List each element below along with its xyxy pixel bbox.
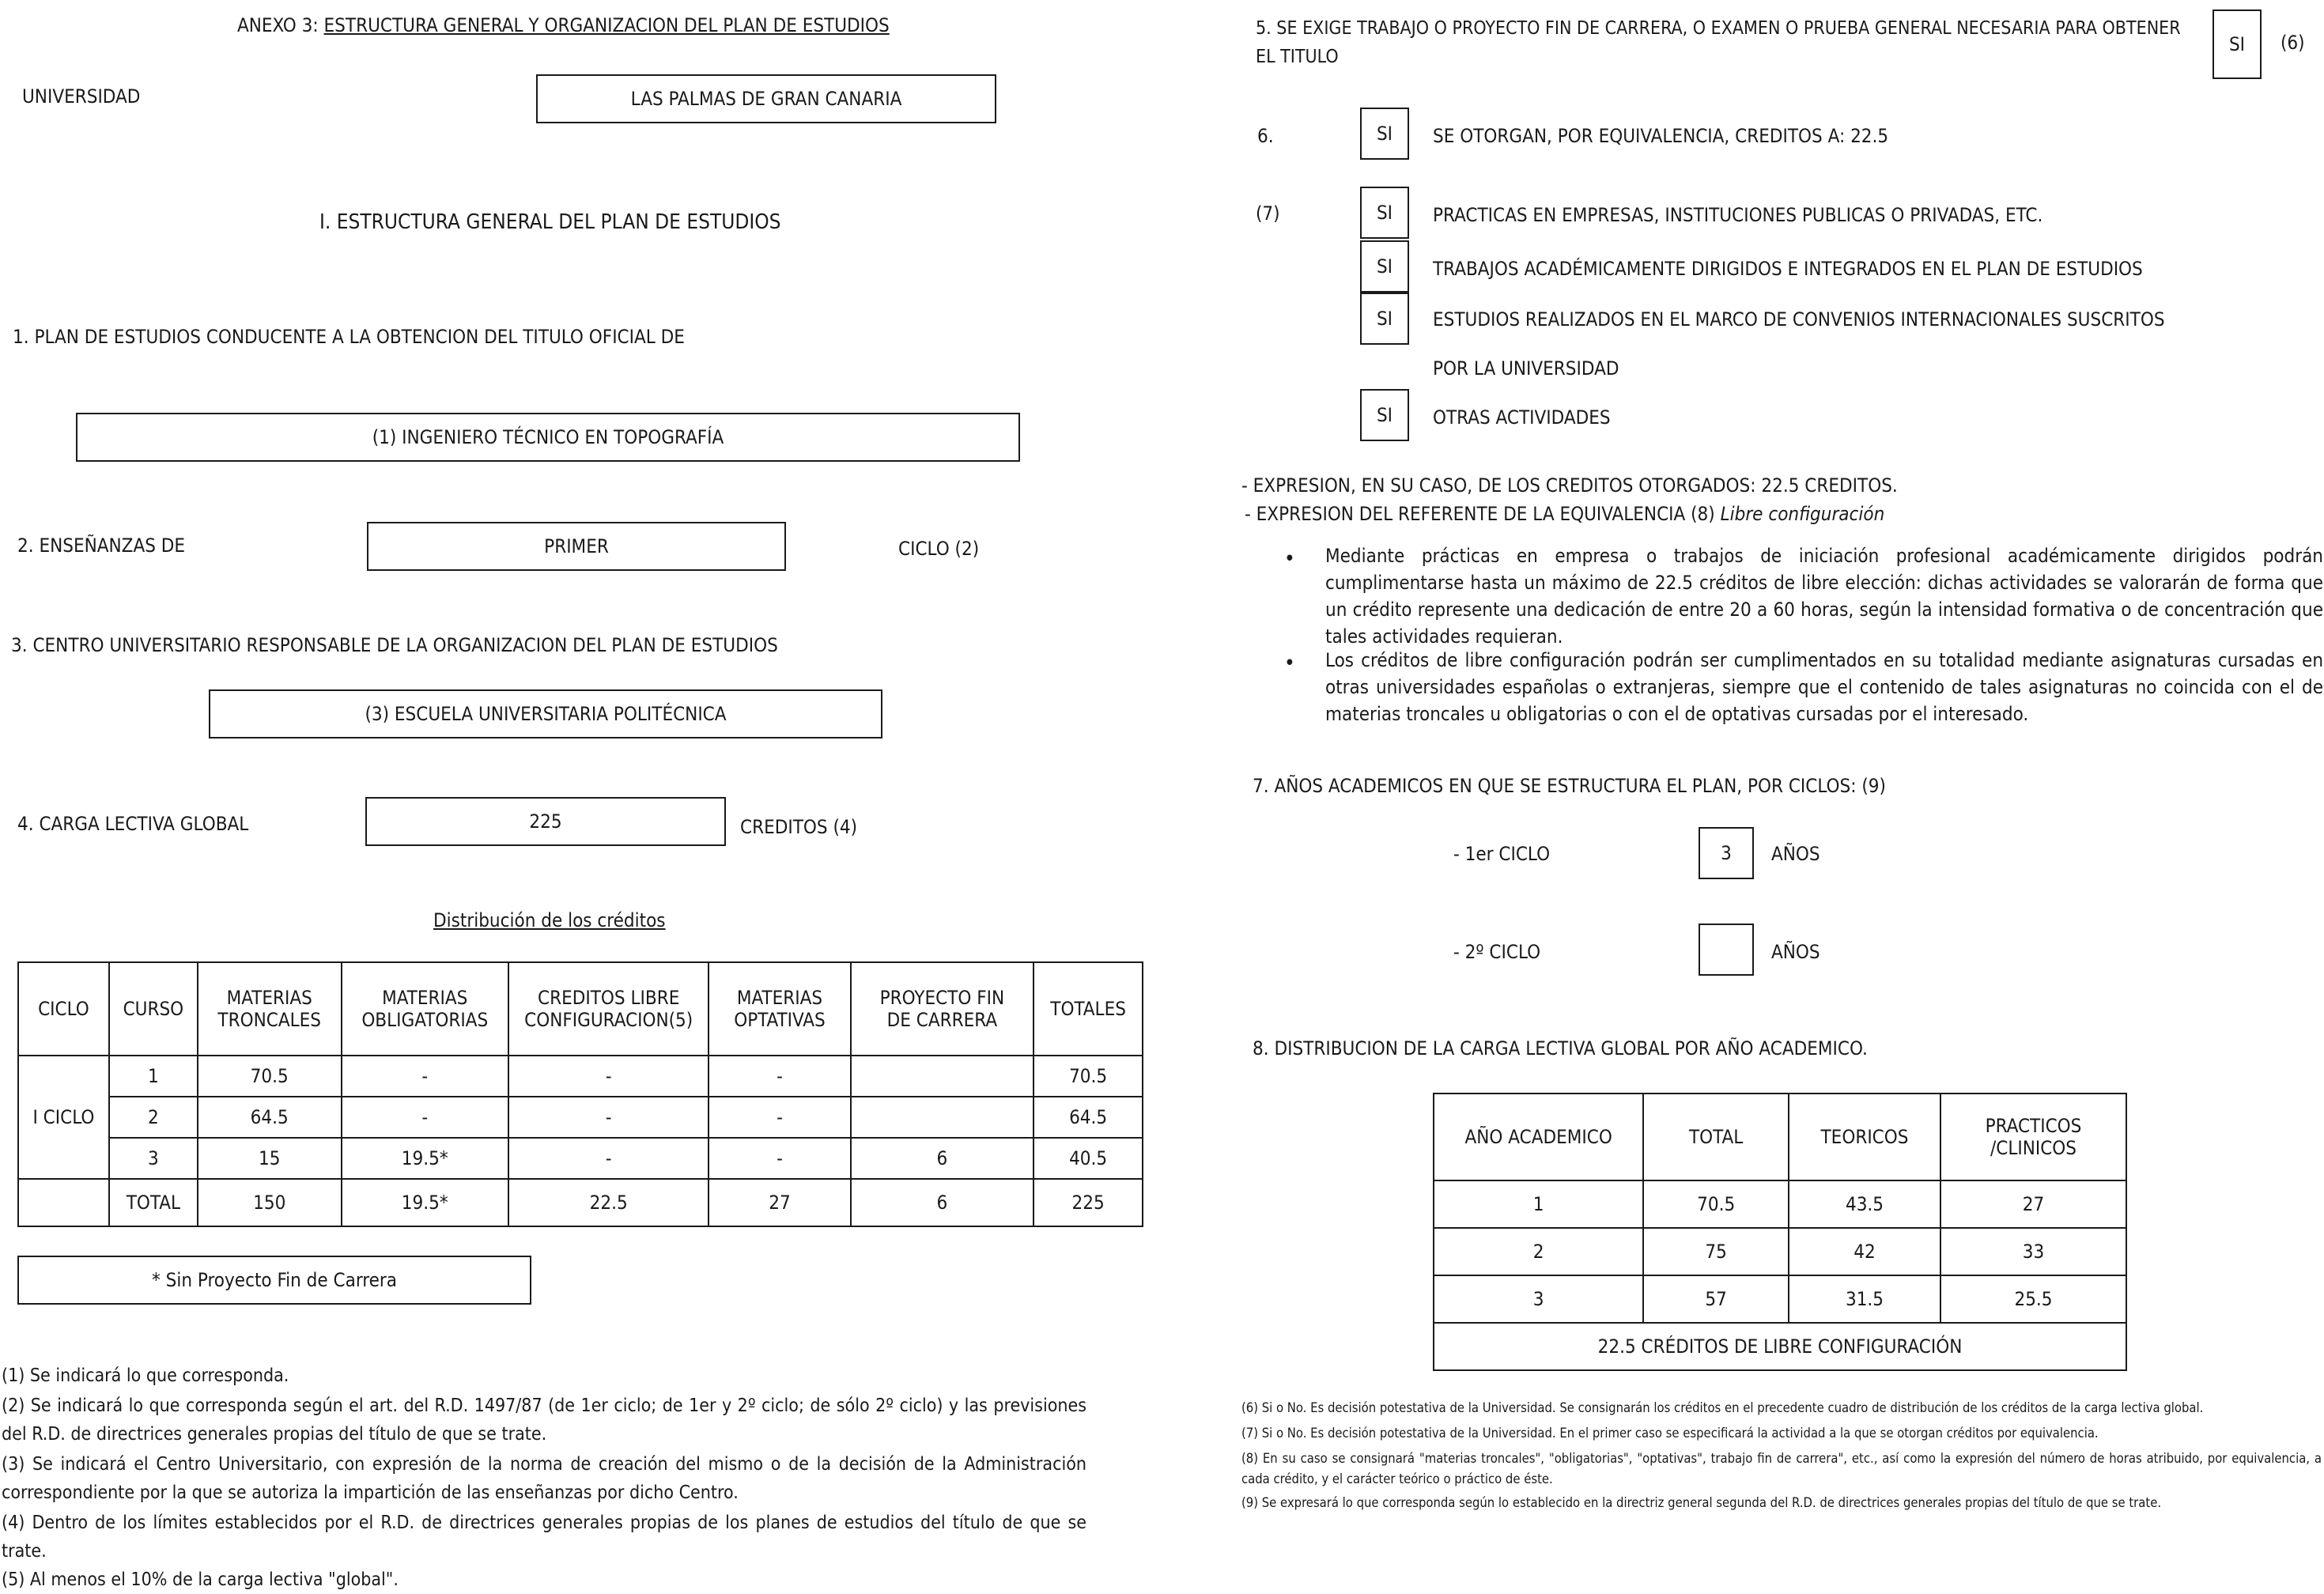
left-footnote-5: (5) Al menos el 10% de la carga lectiva "global".	[2, 1569, 399, 1590]
table-header-row	[18, 962, 1143, 1056]
item1-label: 1. PLAN DE ESTUDIOS CONDUCENTE A LA OBTENCION DEL TITULO OFICIAL DE	[13, 326, 685, 348]
table-cell	[851, 1056, 1034, 1097]
table-cell: -	[508, 1097, 709, 1138]
table-cell: 6	[851, 1138, 1034, 1179]
table-cell: 2	[109, 1097, 198, 1138]
center-value: (3) ESCUELA UNIVERSITARIA POLITÉCNICA	[365, 703, 727, 725]
cycle1-years: 3	[1721, 842, 1732, 864]
header-theory: TEORICOS	[1789, 1094, 1940, 1180]
table-cell: -	[709, 1097, 850, 1138]
table-cell: 19.5*	[342, 1138, 508, 1179]
table-cell: 2	[1434, 1228, 1643, 1275]
table-cell: 27	[1940, 1180, 2126, 1228]
header-proyecto: PROYECTO FIN DE CARRERA	[851, 962, 1034, 1056]
equiv-value-1: SI	[1376, 202, 1393, 224]
item2-label: 2. ENSEÑANZAS DE	[17, 534, 186, 557]
university-label: UNIVERSIDAD	[22, 85, 141, 108]
cycle1-years-box	[1699, 827, 1754, 879]
cycle2-label: - 2º CICLO	[1453, 941, 1541, 963]
table-footer-row	[1434, 1323, 2126, 1370]
note-text: * Sin Proyecto Fin de Carrera	[151, 1269, 398, 1291]
header-totales: TOTALES	[1034, 962, 1143, 1056]
table-cell: -	[709, 1138, 850, 1179]
item5-value-box	[2213, 9, 2262, 79]
cycle2-years-box	[1699, 924, 1754, 976]
header-libre-configuracion: CREDITOS LIBRE CONFIGURACION(5)	[508, 962, 709, 1056]
equiv-box-1	[1360, 187, 1409, 239]
table-cell: -	[342, 1056, 508, 1097]
center-value-box	[209, 689, 882, 738]
table-cell: 64.5	[1034, 1097, 1143, 1138]
item5-ref: (6)	[2281, 32, 2305, 54]
right-footnote-8: (8) En su caso se consignará "materias troncales", "obligatorias", "optativas", trabajo fin de carrera", etc., así como la expresión del número de horas atribuido, por equivalencia, a cada crédito, y el carácter teórico o práctico de éste.	[1241, 1451, 2322, 1486]
right-footnote-9: (9) Se expresará lo que corresponda según lo establecido en la directriz general segunda del R.D. de directrices generales propias del título de que se trate.	[1241, 1495, 2162, 1510]
table-cell: 75	[1643, 1228, 1789, 1275]
table-cell: 43.5	[1789, 1180, 1940, 1228]
item4-label: 4. CARGA LECTIVA GLOBAL	[17, 813, 249, 835]
item4-suffix: CREDITOS (4)	[740, 816, 858, 838]
table-cell: 15	[198, 1138, 342, 1179]
degree-title: (1) INGENIERO TÉCNICO EN TOPOGRAFÍA	[372, 426, 724, 448]
table-cell: 225	[1034, 1179, 1143, 1226]
equiv-text-3: ESTUDIOS REALIZADOS EN EL MARCO DE CONVENIOS INTERNACIONALES SUSCRITOS	[1433, 308, 2165, 331]
table-row	[1434, 1275, 2126, 1323]
equiv-text-2: TRABAJOS ACADÉMICAMENTE DIRIGIDOS E INTEGRADOS EN EL PLAN DE ESTUDIOS	[1433, 258, 2143, 280]
equiv-text-4: OTRAS ACTIVIDADES	[1433, 406, 1611, 429]
table-cell: 3	[109, 1138, 198, 1179]
table-cell	[18, 1179, 109, 1226]
table-header-row	[1434, 1094, 2126, 1180]
right-footnote-6: (6) Si o No. Es decisión potestativa de la Universidad. Se consignarán los créditos en el precedente cuadro de distribución de los créditos de la carga lectiva global.	[1241, 1400, 2204, 1415]
distribution-title: Distribución de los créditos	[433, 909, 666, 931]
item6-label: 6.	[1257, 125, 1274, 147]
table-cell: 70.5	[198, 1056, 342, 1097]
degree-title-box	[76, 413, 1020, 462]
equiv-box-3	[1360, 293, 1409, 345]
table-cell: 19.5*	[342, 1179, 508, 1226]
left-footnote-3: (3) Se indicará el Centro Universitario, con expresión de la norma de creación del mismo o de la decisión de la Administración correspondiente por la que se autoriza la impartición de las enseñanzas por dicho Centro.	[2, 1454, 1086, 1503]
table-cell: TOTAL	[109, 1179, 198, 1226]
item7-text: 7. AÑOS ACADEMICOS EN QUE SE ESTRUCTURA EL PLAN, POR CICLOS: (9)	[1253, 775, 1886, 797]
credit-distribution-table	[17, 961, 1143, 1227]
table-row	[1434, 1228, 2126, 1275]
table-footer-cell: 22.5 CRÉDITOS DE LIBRE CONFIGURACIÓN	[1434, 1323, 2126, 1370]
table-cell	[851, 1097, 1034, 1138]
global-load-value: 225	[529, 810, 562, 833]
header-troncales: MATERIAS TRONCALES	[198, 962, 342, 1056]
cycle-value-box	[367, 522, 786, 571]
equiv-value-2: SI	[1376, 255, 1393, 278]
bullet-paragraph-1: Mediante prácticas en empresa o trabajos de iniciación profesional académicamente dirigidos podrán cumplimentarse hasta un máximo de 22.5 créditos de libre elección: dichas actividades se valorarán de forma que un crédito represente una dedicación de entre 20 a 60 horas, según la intensidad formativa o de concentración que tales actividades requieran.	[1325, 545, 2323, 648]
table-row	[18, 1138, 1143, 1179]
table-cell: 70.5	[1034, 1056, 1143, 1097]
header-practice: PRACTICOS /CLINICOS	[1940, 1094, 2126, 1180]
header-curso: CURSO	[109, 962, 198, 1056]
header-optativas: MATERIAS OPTATIVAS	[709, 962, 850, 1056]
item5-text: 5. SE EXIGE TRABAJO O PROYECTO FIN DE CARRERA, O EXAMEN O PRUEBA GENERAL NECESARIA PARA OBTENER EL TITULO	[1256, 18, 2181, 67]
bullet-marker: •	[1284, 547, 1295, 571]
table-cell: 31.5	[1789, 1275, 1940, 1323]
table-cell: 3	[1434, 1275, 1643, 1323]
equiv-value-4: SI	[1376, 404, 1393, 426]
table-cell: -	[508, 1138, 709, 1179]
right-footnote-7: (7) Si o No. Es decisión potestativa de la Universidad. En el primer caso se especificará la actividad a la que se otorgan créditos por equivalencia.	[1241, 1426, 2099, 1441]
item3-label: 3. CENTRO UNIVERSITARIO RESPONSABLE DE LA ORGANIZACION DEL PLAN DE ESTUDIOS	[11, 634, 778, 656]
cycle1-years-label: AÑOS	[1771, 843, 1820, 865]
global-load-box	[365, 797, 726, 846]
table-cell: 42	[1789, 1228, 1940, 1275]
expression-credits: - EXPRESION, EN SU CASO, DE LOS CREDITOS OTORGADOS: 22.5 CREDITOS.	[1241, 474, 1898, 497]
item2-suffix: CICLO (2)	[898, 538, 980, 560]
header-total: TOTAL	[1643, 1094, 1789, 1180]
table-cell: 22.5	[508, 1179, 709, 1226]
annual-load-table	[1433, 1093, 2127, 1371]
header-obligatorias: MATERIAS OBLIGATORIAS	[342, 962, 508, 1056]
annex-prefix: ANEXO 3:	[237, 14, 324, 36]
table-row	[18, 1097, 1143, 1138]
item5-value: SI	[2228, 33, 2246, 55]
item8-text: 8. DISTRIBUCION DE LA CARGA LECTIVA GLOBAL POR AÑO ACADEMICO.	[1253, 1037, 1868, 1060]
university-value: LAS PALMAS DE GRAN CANARIA	[630, 88, 902, 110]
table-cell: 25.5	[1940, 1275, 2126, 1323]
ciclo-cell: I CICLO	[18, 1056, 109, 1179]
left-footnote-2: (2) Se indicará lo que corresponda según el art. del R.D. 1497/87 (de 1er ciclo; de 1er y 2º ciclo; de sólo 2º ciclo) y las previsiones del R.D. de directrices generales propias del título de que se trate.	[2, 1396, 1086, 1445]
item6-text: SE OTORGAN, POR EQUIVALENCIA, CREDITOS A: 22.5	[1433, 125, 1889, 147]
item6-value-box	[1360, 108, 1409, 160]
note-box	[17, 1256, 531, 1305]
equiv-text-3-cont: POR LA UNIVERSIDAD	[1433, 357, 1619, 380]
equiv-box-2	[1360, 240, 1409, 293]
cycle2-years-label: AÑOS	[1771, 941, 1820, 963]
header-year: AÑO ACADEMICO	[1434, 1094, 1643, 1180]
table-row	[18, 1056, 1143, 1097]
bullet-paragraph-2: Los créditos de libre configuración podrán ser cumplimentados en su totalidad mediante asignaturas cursadas en otras universidades españolas o extranjeras, siempre que el contenido de tales asignaturas no coincida con el de materias troncales u obligatorias o con el de optativas cursadas por el interesado.	[1325, 649, 2323, 725]
item7-ref: (7)	[1256, 202, 1280, 225]
table-cell: 57	[1643, 1275, 1789, 1323]
table-row	[1434, 1180, 2126, 1228]
equiv-value-3: SI	[1376, 308, 1393, 330]
cycle1-label: - 1er CICLO	[1453, 843, 1551, 865]
table-cell: 70.5	[1643, 1180, 1789, 1228]
table-cell: -	[342, 1097, 508, 1138]
item6-value: SI	[1376, 123, 1393, 145]
annex-heading	[237, 14, 890, 36]
expression-reference-label: - EXPRESION DEL REFERENTE DE LA EQUIVALENCIA (8)	[1245, 503, 1721, 525]
table-cell: -	[508, 1056, 709, 1097]
table-total-row	[18, 1179, 1143, 1226]
header-ciclo: CICLO	[18, 962, 109, 1056]
equiv-box-4	[1360, 389, 1409, 441]
table-cell: 6	[851, 1179, 1034, 1226]
table-cell: 64.5	[198, 1097, 342, 1138]
left-footnote-1: (1) Se indicará lo que corresponda.	[2, 1365, 289, 1386]
left-footnote-4: (4) Dentro de los límites establecidos por el R.D. de directrices generales propias de los planes de estudios del título de que se trate.	[2, 1513, 1086, 1562]
table-cell: 33	[1940, 1228, 2126, 1275]
section-heading: I. ESTRUCTURA GENERAL DEL PLAN DE ESTUDIOS	[319, 210, 781, 234]
cycle-value: PRIMER	[544, 535, 609, 557]
expression-reference-value: Libre configuración	[1720, 503, 1885, 525]
equiv-text-1: PRACTICAS EN EMPRESAS, INSTITUCIONES PUBLICAS O PRIVADAS, ETC.	[1433, 204, 2043, 226]
bullet-marker: •	[1284, 652, 1295, 675]
university-value-box	[536, 74, 996, 123]
table-cell: 150	[198, 1179, 342, 1226]
table-cell: 40.5	[1034, 1138, 1143, 1179]
annex-title: ESTRUCTURA GENERAL Y ORGANIZACION DEL PLAN DE ESTUDIOS	[323, 14, 890, 36]
table-cell: 1	[109, 1056, 198, 1097]
table-cell: 1	[1434, 1180, 1643, 1228]
expression-reference	[1245, 503, 1884, 525]
table-cell: -	[709, 1056, 850, 1097]
table-cell: 27	[709, 1179, 850, 1226]
